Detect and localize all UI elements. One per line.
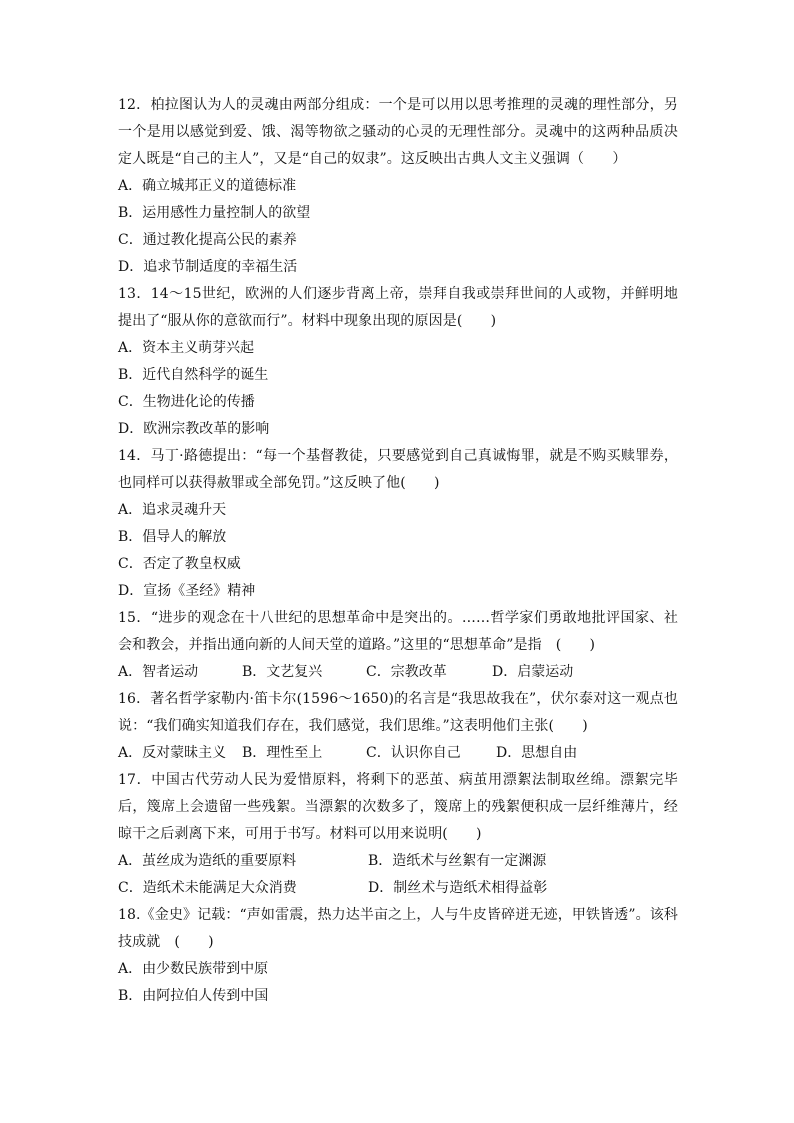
question-12-option-a: A．确立城邦正义的道德标准 — [118, 178, 297, 194]
question-15-option-b: B．文艺复兴 — [242, 664, 323, 680]
question-14-option-d: D．宣扬《圣经》精神 — [118, 583, 256, 599]
question-13-option-c: C．生物进化论的传播 — [118, 394, 255, 410]
question-13-option-d: D．欧洲宗教改革的影响 — [118, 421, 270, 437]
question-12-option-b: B．运用感性力量控制人的欲望 — [118, 205, 311, 221]
question-18-option-b: B．由阿拉伯人传到中国 — [118, 988, 269, 1004]
question-12-option-d: D．追求节制适度的幸福生活 — [118, 259, 298, 275]
question-17-option-b: B．造纸术与丝絮有一定渊源 — [368, 853, 547, 869]
question-17-options-row-1 — [118, 848, 678, 875]
question-13-stem: 13．14～15世纪，欧洲的人们逐步背离上帝，崇拜自我或崇拜世间的人或物，并鲜明地提出了“服从你的意欲而行”。材料中现象出现的原因是( ) — [118, 286, 678, 329]
question-16-option-a: A．反对蒙昧主义 — [118, 745, 227, 761]
question-15-option-a: A．智者运动 — [118, 664, 199, 680]
question-15-stem: 15．“进步的观念在十八世纪的思想革命中是突出的。……哲学家们勇敢地批评国家、社会和教会，并指出通向新的人间天堂的道路。”这里的“思想革命”是指 ( ) — [118, 610, 678, 653]
question-16-option-c: C．认识你自己 — [366, 745, 461, 761]
question-17-option-c: C．造纸术未能满足大众消费 — [118, 880, 297, 896]
exam-page — [118, 92, 678, 1010]
question-15-option-c: C．宗教改革 — [366, 664, 447, 680]
question-13-option-b: B．近代自然科学的诞生 — [118, 367, 269, 383]
question-14-option-b: B．倡导人的解放 — [118, 529, 227, 545]
question-13-option-a: A．资本主义萌芽兴起 — [118, 340, 255, 356]
question-17-stem: 17．中国古代劳动人民为爱惜原料，将剩下的恶茧、病茧用漂絮法制取丝绵。漂絮完毕后，篾席上会遗留一些残絮。当漂絮的次数多了，篾席上的残絮便积成一层纤维薄片，经晾干之后剥离下来，可用于书写。材料可以用来说明( ) — [118, 772, 678, 842]
question-15-options — [118, 659, 678, 686]
question-18-stem: 18.《金史》记载：“声如雷震，热力达半亩之上，人与牛皮皆碎迸无迹，甲铁皆透”。该科技成就 ( ) — [118, 907, 678, 950]
question-14-stem: 14．马丁·路德提出：“每一个基督教徒，只要感觉到自己真诚悔罪，就是不购买赎罪券，也同样可以获得赦罪或全部免罚。”这反映了他( ) — [118, 448, 678, 491]
question-17-options-row-2 — [118, 875, 678, 902]
question-12-stem: 12．柏拉图认为人的灵魂由两部分组成：一个是可以用以思考推理的灵魂的理性部分，另一个是用以感觉到爱、饿、渴等物欲之骚动的心灵的无理性部分。灵魂中的这两种品质决定人既是“自己的主人”，又是“自己的奴隶”。这反映出古典人文主义强调（ ） — [118, 97, 678, 167]
question-16-option-d: D．思想自由 — [496, 745, 578, 761]
question-16-options — [118, 740, 678, 767]
question-16-option-b: B．理性至上 — [242, 745, 323, 761]
question-15-option-d: D．启蒙运动 — [492, 664, 574, 680]
question-14-option-a: A．追求灵魂升天 — [118, 502, 227, 518]
question-16-stem: 16．著名哲学家勒内·笛卡尔(1596～1650)的名言是“我思故我在”，伏尔泰对这一观点也说：“我们确实知道我们存在，我们感觉，我们思维。”这表明他们主张( ) — [118, 691, 678, 734]
question-12-option-c: C．通过教化提高公民的素养 — [118, 232, 297, 248]
question-14-option-c: C．否定了教皇权威 — [118, 556, 241, 572]
question-18-option-a: A．由少数民族带到中原 — [118, 961, 269, 977]
question-17-option-a: A．茧丝成为造纸的重要原料 — [118, 853, 297, 869]
question-17-option-d: D．制丝术与造纸术相得益彰 — [368, 880, 548, 896]
